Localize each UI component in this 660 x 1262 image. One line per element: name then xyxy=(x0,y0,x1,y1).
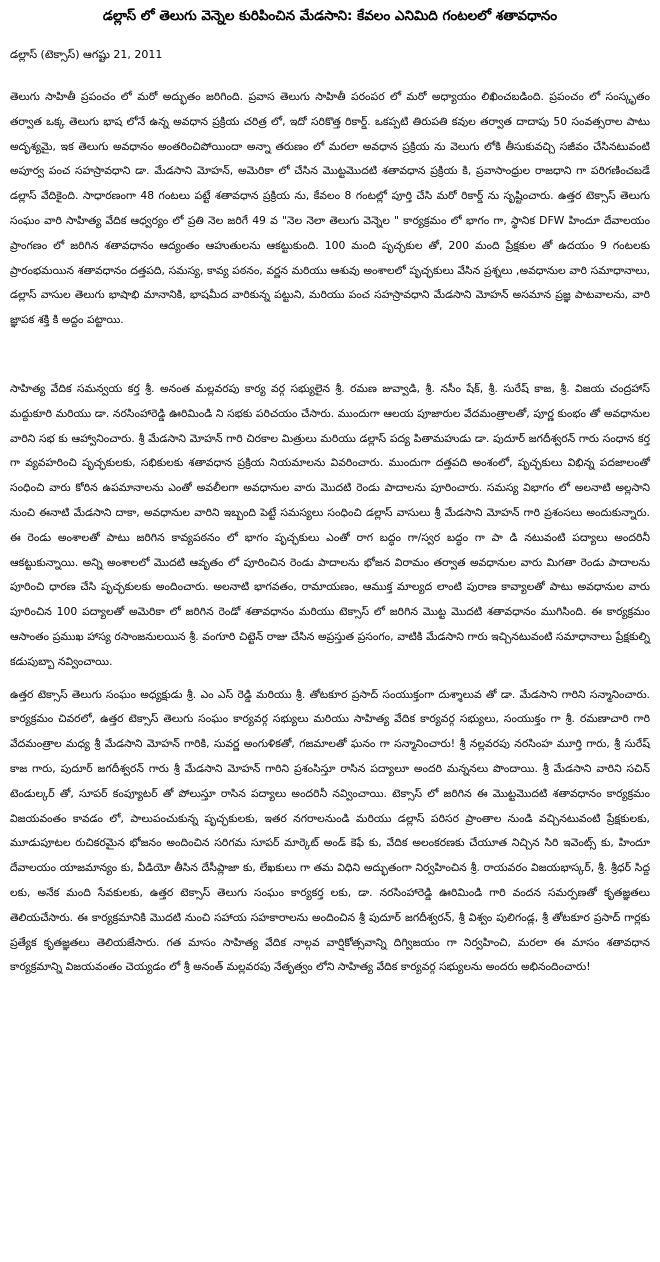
article-paragraph-2: సాహిత్య వేదిక సమన్వయ కర్త శ్రీ. అనంత మల్లవరపు కార్య వర్గ సభ్యులైన శ్రీ. రమణ జువ్వాడి, శ్రీ. నసీం షేక్, శ్రీ. సురేష్ కాజ, శ్రీ. విజయ చంద్రహాస్ మద్దుకూరి మరియు డా. నరసింహారెడ్డి ఊరిమిండి ని సభకు పరిచయం చేసారు. ముందుగా ఆలయ పూజారుల వేదమంత్రాలతో, పూర్ణ కుంభం తో అవధానుల వారిని సభ కు ఆహ్వానించారు. శ్రీ మేడసాని మోహన్ గారి చిరకాల మిత్రులు మరియు డల్లాస్ పద్య పితామహుడు డా. పుదూర్ జగదీశ్వరన్ గారు సంధాన కర్త గా వ్యవహరించి పృచ్ఛకులకు, సభికులకు శతావధాన ప్రక్రియ నియమాలను వివరించారు. ముందుగా దత్తపది అంశంలో, పృచ్ఛకులు విభిన్న పదజాలంతో సంధించి వారు కోరిన ఉపమానాలను ఎంతో అవలీలగా అవధానుల వారు మొదటి రెండు పాదాలను పూరించారు. సమస్య విభాగం లో అలనాటి అల్లసాని నుంచి ఈనాటి మేడసాని దాకా, అవధానుల వారిని ఇబ్బంది పెట్టే సమస్యలు సంధించి డల్లాస్ వాసులు శ్రీ మేడసాని మోహన్ గారి ప్రశంసలు అందుకున్నారు. ఈ రెండు అంశాలతో పాటు జరిగిన కావ్యపఠనం లో భాగం పృచ్ఛకులు ఎంతో రాగ బద్ధం గా/స్వర బద్ధం గా పా డి నటువంటి పద్యాలు అందరినీ ఆకట్టుకున్నాయి. అన్ని అంశాలలో మొదటి ఆవృతం లో పూరించిన రెండు పాదాలను భోజన విరామం తర్వాత అవధానుల వారు మిగతా రెండు పాదాలను పూరించి ధారణ చేసి పృచ్ఛకులకు అందించారు. అలనాటి భాగవతం, రామాయణం, ఆముక్త మాల్యద లాంటి పురాణ కావ్యాలతో పాటు అవధానుల వారు పూరించిన 100 పద్యాలతో అమెరికా లో జరిగిన రెండో శతావధానం మరియు టెక్సాస్ లో జరిగిన మొట్ట మొదటి శతావధానం ముగిసింది. ఈ కార్యక్రమం ఆసాంతం ప్రముఖ హాస్య రసాంజనులయిన శ్రీ. వంగూరి చిట్టెన్ రాజు చేసిన అప్రస్తుత ప్రసంగం, వాటికి మేడసాని గారు ఇచ్చినటువంటి సమాధానాలు ప్రేక్షకుల్ని కడుపుబ్బా నవ్వించాయి. xyxy=(10,381,650,668)
article-paragraph-1: తెలుగు సాహితీ ప్రపంచం లో మరో అద్భుతం జరిగింది. ప్రవాస తెలుగు సాహితీ పరంపర లో మరో అధ్యాయం లిఖించబడింది. ప్రపంచం లో సంస్కృతం తర్వాత ఒక్క తెలుగు భాష లోనే ఉన్న అవధాన ప్రక్రియ చరిత్ర లో, ఇదో సరికొత్త రికార్డ్. ఒకప్పటి తిరుపతి కవుల తర్వాత దాదాపు 50 సంవత్సరాల పాటు అదృశ్యమై, ఇక తెలుగు అవధానం అంతరించిపోయిందా అన్నా తరుణం లో మరలా అవధాన ప్రక్రియ ను వెలుగు లోకి తీసుకువచ్చి సజీవం చేసినటువంటి అపూర్వ పంచ సహస్రావధాని డా. మేడసాని మోహన్, అమెరికా లో చేసిన మొట్టమొదటి శతావధాన ప్రక్రియ కి, ప్రవాసాంధ్రుల రాజధాని గా పరిగణించబడే డల్లాస్ వేదికైంది. సాధారణంగా 48 గంటలు పట్టే శతావధాన ప్రక్రియ ను, కేవలం 8 గంటల్లో పూర్తి చేసి మరో రికార్డ్ ను సృష్టించారు. ఉత్తర టెక్సాస్ తెలుగు సంఘం వారి సాహిత్య వేదిక ఆధ్వర్యం లో ప్రతి నెల జరిగే 49 వ "నెల నెలా తెలుగు వెన్నెల " కార్యక్రమం లో భాగం గా, స్థానిక DFW హిందూ దేవాలయం ప్రాంగణం లో జరిగిన శతావధానం ఆద్యంతం ఆహుతులను ఆకట్టుకుంది. 100 మంది పృచ్ఛకుల తో, 200 మంది ప్రేక్షకుల తో ఉదయం 9 గంటలకు ప్రారంభమయిన శతావధానం దత్తపది, సమస్య, కావ్య పఠనం, వర్ణన మరియు ఆశువు అంశాలలో పృచ్ఛకులు వేసిన ప్రశ్నలు ,అవధానుల వారి సమాధానాలు, డల్లాస్ వాసుల తెలుగు భాషాభి మానానికి, భాషమీద వారికున్న పట్టుని, మరియు పంచ సహస్రావధాని మేడసాని మోహన్ అసమాన ప్రజ్ఞ పాటవాలను, వారి జ్ఞాపక శక్తి కి అద్దం పట్టాయి. xyxy=(10,90,650,327)
article-paragraph-3: ఉత్తర టెక్సాస్ తెలుగు సంఘం అధ్యక్షుడు శ్రీ. ఎం ఎస్ రెడ్డి మరియు శ్రీ. తోటకూర ప్రసాద్ సంయుక్తంగా దుశ్శాలువ తో డా. మేడసాని గారిని సన్మానించారు. కార్యక్రమం చివరలో, ఉత్తర టెక్సాస్ తెలుగు సంఘం కార్యవర్గ సభ్యులు మరియు సాహిత్య వేదిక కార్యవర్గ సభ్యులు, సంయుక్తం గా శ్రీ. రమణాచారి గారి వేదమంత్రాల మధ్య శ్రీ మేడసాని మోహన్ గారికి, సువర్ణ అంగుళికతో, గజమాలతో ఘనం గా సన్మానించారు! శ్రీ నల్లవరపు నరసింహ మూర్తి గారు, శ్రీ సురేష్ కాజ గారు, పుదూర్ జగదీశ్వరన్ గారు శ్రీ మేడసాని మోహన్ గారిని ప్రశంసిస్తూ రాసిన పద్యాలూ అందరి మన్ననలు పొందాయి. శ్రీ మేడసాని వారిని సచిన్ టెండుల్కర్ తో, సూపర్ కంప్యూటర్ తో పోలుస్తూ రాసిన పద్యాలు అందరినీ నవ్వించాయి. టెక్సాస్ లో జరిగిన ఈ మొట్టమొదటి శతావధానం కార్యక్రమం విజయవంతం కావడం లో, పాలుపంచుకున్న పృచ్ఛకులకు, ఇతర నగరాలనుండి మరియు డల్లాస్ పరిసర ప్రాంతాల నుండి వచ్చినటువంటి ప్రేక్షకులకు, మూడుపూటల రుచికరమైన భోజనం అందించిన సరిగమ సూపర్ మార్కెట్ అండ్ కెఫే కు, వేదిక అలంకరణకు చేయూత నిచ్చిన సిరి ఇవెంట్స్ కు, హిందూ దేవాలయం యాజమాన్యం కు, వీడియో తీసిన దేసీప్లాజా కు, లేఖకులు గా తమ విధిని అద్భుతంగా నిర్వహించిన శ్రీ. రాయవరం విజయభాస్కర్, శ్రీ. శ్రీధర్ సిద్ద లకు, అనేక మంది సేవకులకు, ఉత్తర టెక్సాస్ తెలుగు సంఘం కార్యకర్త లకు, డా. నరసింహారెడ్డి ఊరిమిండి గారి వందన సమర్పణతో కృతజ్ఞతలు తెలియచేసారు. ఈ కార్యక్రమానికి మొదటి నుంచి సహాయ సహకారాలను అందించిన శ్రీ పుదూర్ జగదీశ్వరన్, శ్రీ విశ్వం పులిగండ్ల, శ్రీ తోటకూర ప్రసాద్ గార్లకు ప్రత్యేక కృతజ్ఞతలు తెలియజేసారు. గత మాసం సాహిత్య వేదిక నాల్గవ వార్షికోత్సవాన్ని దిగ్విజయం గా నిర్వహించి, మరలా ఈ మాసం శతావధాన కార్యక్రమాన్ని విజయవంతం చెయ్యడం లో శ్రీ అనంత్ మల్లవరపు నేతృత్వం లోని సాహిత్య వేదిక కార్యవర్గ సభ్యులను అందరు అభినందించారు! xyxy=(10,687,650,974)
article-title: డల్లాస్ లో తెలుగు వెన్నెల కురిపించిన మేడసాని: కేవలం ఎనిమిది గంటలలో శతావధానం xyxy=(102,8,558,24)
article-dateline: డల్లాస్ (టెక్సాస్) ఆగష్టు 21, 2011 xyxy=(10,48,163,61)
